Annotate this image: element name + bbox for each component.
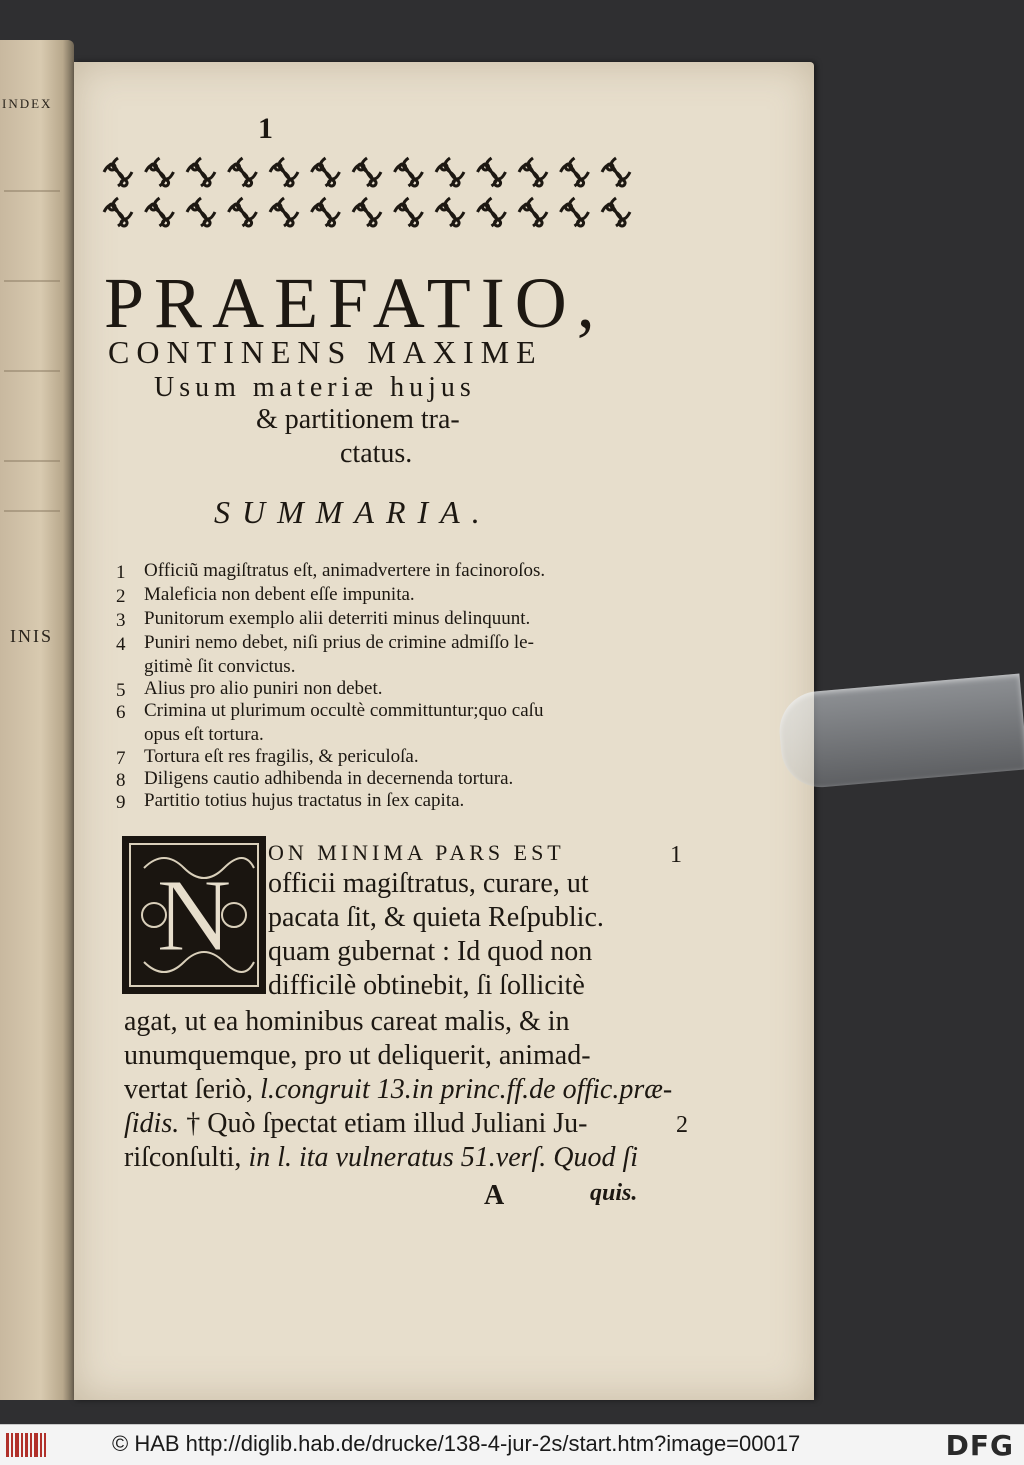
dfg-logo: DFG xyxy=(945,1429,1014,1462)
ornament-motif xyxy=(146,158,174,186)
left-page-heading-top: INDEX xyxy=(2,96,53,111)
summaria-number: 3 xyxy=(116,610,126,631)
summaria-number: 5 xyxy=(116,680,126,701)
ornament-motif xyxy=(478,158,506,186)
ornament-motif xyxy=(478,198,506,226)
body-line-6: agat, ut ea hominibus careat malis, & in xyxy=(124,1006,570,1037)
summaria-item: gitimè ſit convictus. xyxy=(144,656,296,677)
ornament-motif xyxy=(436,158,464,186)
subtitle-line-4: ctatus. xyxy=(340,438,413,469)
body-line-8: vertat ſeriò, l.congruit 13.in princ.ff.de offic.præ- xyxy=(124,1074,673,1105)
page-title: PRAEFATIO, xyxy=(104,263,605,343)
margin-note-1: 1 xyxy=(670,842,682,868)
ornament-motif xyxy=(353,198,381,226)
summaria-heading: SUMMARIA. xyxy=(214,494,492,530)
summaria-number: 2 xyxy=(116,586,126,607)
barcode-icon xyxy=(6,1433,46,1457)
body-line-10: riſconſulti, in l. ita vulneratus 51.verſ. Quod ſi xyxy=(124,1142,639,1173)
margin-note-2: 2 xyxy=(676,1112,688,1138)
summaria-item: opus eſt tortura. xyxy=(144,724,264,745)
body-line-4: quam gubernat : Id quod non xyxy=(268,936,593,967)
summaria-number: 8 xyxy=(116,770,126,791)
ornament-motif xyxy=(519,158,547,186)
subtitle-line-1: CONTINENS MAXIME xyxy=(108,334,543,370)
body-line-5: difficilè obtinebit, ſi ſollicitè xyxy=(268,970,585,1001)
ornament-motif xyxy=(270,198,298,226)
summaria-number: 1 xyxy=(116,562,126,583)
catchword: quis. xyxy=(590,1180,638,1206)
ornament-motif xyxy=(395,158,423,186)
page-number: 1 xyxy=(258,112,273,145)
summaria-item: Punitorum exemplo alii deterriti minus delinquunt. xyxy=(144,608,531,629)
ornament-motif xyxy=(602,198,630,226)
ornament-motif xyxy=(353,158,381,186)
subtitle-line-3: & partitionem tra- xyxy=(256,404,460,435)
ornament-motif xyxy=(436,198,464,226)
left-page-heading-mid: INIS xyxy=(10,626,53,646)
body-line-2: officii magiſtratus, curare, ut xyxy=(268,868,589,899)
ornament-motif xyxy=(104,158,132,186)
ornament-motif xyxy=(561,158,589,186)
summaria-item: Diligens cautio adhibenda in decernenda tortura. xyxy=(144,768,514,789)
summaria-item: Partitio totius hujus tractatus in ſex capita. xyxy=(144,790,465,811)
summaria-number: 6 xyxy=(116,702,126,723)
ornament-motif xyxy=(519,198,547,226)
decorated-initial xyxy=(122,836,266,994)
ornament-motif xyxy=(229,198,257,226)
ornament-motif xyxy=(395,198,423,226)
left-page-edge xyxy=(0,40,74,1400)
summaria-number: 9 xyxy=(116,792,126,813)
ornament-motif xyxy=(187,198,215,226)
ornament-motif xyxy=(312,158,340,186)
summaria-item: Crimina ut plurimum occultè committuntur;quo caſu xyxy=(144,700,544,721)
ornament-motif xyxy=(270,158,298,186)
body-line-3: pacata ſit, & quieta Reſpublic. xyxy=(268,902,604,933)
summaria-number: 4 xyxy=(116,634,126,655)
body-line-1: ON MINIMA PARS EST xyxy=(268,840,565,865)
ornament-motif xyxy=(561,198,589,226)
ornament-motif xyxy=(229,158,257,186)
ornament-motif xyxy=(104,198,132,226)
ornament-band xyxy=(100,150,640,232)
copyright-link[interactable]: © HAB http://diglib.hab.de/drucke/138-4-jur-2s/start.htm?image=00017 xyxy=(112,1431,801,1456)
body-line-9: ſidis. † Quò ſpectat etiam illud Juliani Ju- xyxy=(124,1108,588,1139)
summaria-item: Tortura eſt res fragilis, & periculoſa. xyxy=(144,746,419,767)
ornament-motif xyxy=(312,198,340,226)
summaria-item: Officiũ magiſtratus eſt, animadvertere in facinoroſos. xyxy=(144,560,546,581)
subtitle-line-2: Usum materiæ hujus xyxy=(154,372,476,403)
ornament-motif xyxy=(187,158,215,186)
footer-bar xyxy=(0,1424,1024,1465)
initial-letter: N xyxy=(156,858,232,973)
ornament-motif xyxy=(146,198,174,226)
summaria-item: Maleficia non debent eſſe impunita. xyxy=(144,584,415,605)
ornament-motif xyxy=(602,158,630,186)
summaria-item: Alius pro alio puniri non debet. xyxy=(144,678,383,699)
summaria-number: 7 xyxy=(116,748,126,769)
summaria-item: Puniri nemo debet, niſi prius de crimine admiſſo le- xyxy=(144,632,534,653)
body-line-7: unumquemque, pro ut deliquerit, animad- xyxy=(124,1040,591,1071)
signature-mark: A xyxy=(484,1180,505,1211)
